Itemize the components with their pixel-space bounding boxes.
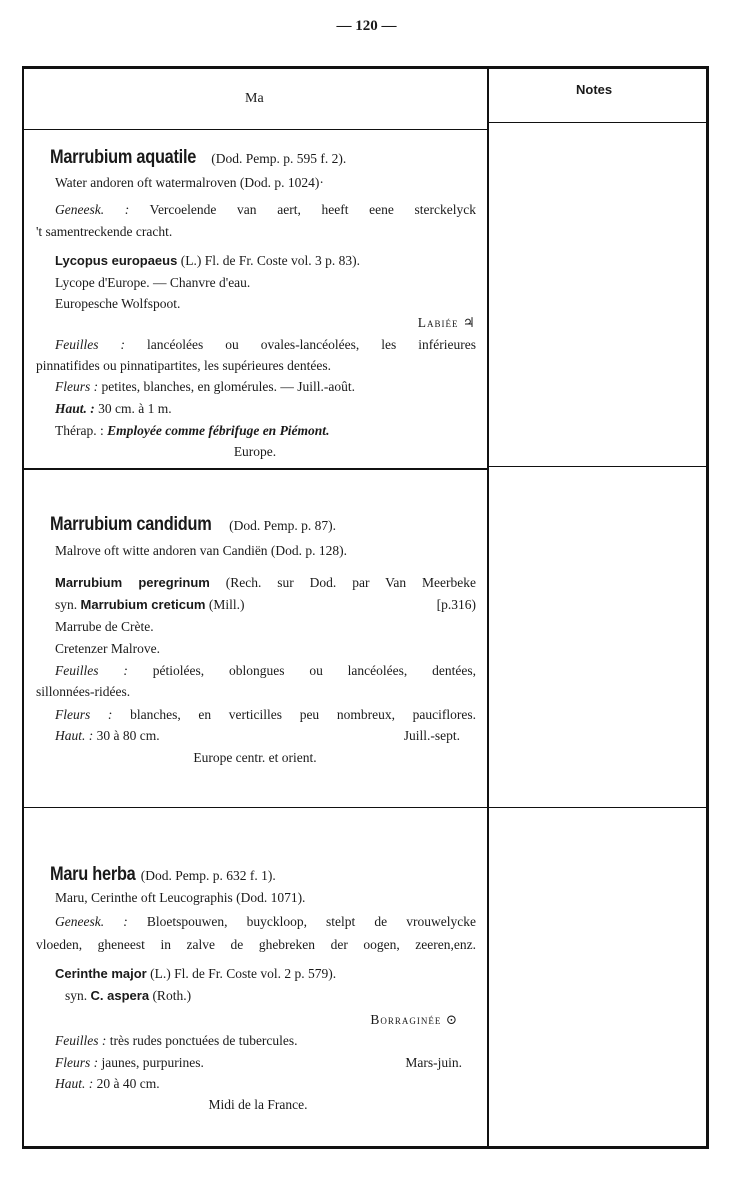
text-line: [55, 706, 476, 724]
entry-title: Marrubium candidum: [50, 514, 212, 535]
text-line: [360, 727, 460, 745]
text-run: [p.316): [436, 597, 476, 612]
text-line: [50, 516, 336, 535]
entry-title: Maru herba: [50, 864, 136, 885]
text-run: Borraginée ⊙: [370, 1012, 458, 1027]
text-line: [55, 422, 329, 440]
text-run: 30 cm. à 1 m.: [94, 401, 172, 416]
text-run: Malrove oft witte andoren van Candiën (Dod. p. 128).: [55, 543, 348, 558]
text-line: [55, 640, 160, 658]
text-run: Employée comme fébrifuge en Piémont.: [107, 423, 330, 438]
text-line: [360, 1054, 462, 1072]
text-line: [36, 223, 172, 241]
text-run: vloeden, gheneest in zalve de ghebreken der oogen, zeeren,enz.: [36, 937, 476, 952]
text-run: Fleurs :: [55, 1055, 99, 1070]
text-line: [55, 965, 336, 983]
section-rule-left-1: [22, 468, 488, 470]
table-right-border: [706, 66, 709, 1149]
text-line: [65, 987, 191, 1005]
species-name: Cerinthe major: [55, 966, 147, 981]
text-run: Geneesk. :: [55, 202, 130, 217]
text-line: [150, 749, 360, 767]
section-rule-right-1: [489, 466, 707, 467]
species-name: Lycopus europaeus: [55, 253, 178, 268]
text-run: syn.: [55, 597, 81, 612]
text-run: Lycope d'Europe. — Chanvre d'eau.: [55, 275, 251, 290]
text-line: [55, 574, 476, 592]
text-line: [150, 443, 360, 461]
text-run: Midi de la France.: [208, 1097, 308, 1112]
text-line: [55, 274, 250, 292]
text-line: [50, 149, 346, 168]
table-left-border: [22, 66, 24, 1149]
text-line: [55, 295, 180, 313]
text-run: Fleurs :: [55, 379, 99, 394]
text-run: (Mill.): [205, 597, 245, 612]
text-run: sillonnées-ridées.: [36, 684, 131, 699]
text-run: pétiolées, oblongues ou lancéolées, dentées,: [127, 663, 476, 678]
header-rule-right: [489, 122, 707, 123]
text-run: (Dod. Pemp. p. 632 f. 1).: [137, 868, 276, 883]
text-line: [300, 1011, 458, 1029]
text-run: (Rech. sur Dod. par Van Meerbeke: [209, 575, 476, 590]
text-line: [36, 936, 476, 954]
text-run: Feuilles :: [55, 663, 128, 678]
text-run: Geneesk. :: [55, 914, 128, 929]
text-run: Water andoren oft watermalroven (Dod. p. 1024)·: [55, 175, 324, 190]
text-run: Feuilles :: [55, 1033, 107, 1048]
text-run: Europe centr. et orient.: [193, 750, 317, 765]
text-line: [150, 1096, 366, 1114]
text-run: Haut. :: [55, 728, 94, 743]
text-run: syn.: [65, 988, 91, 1003]
text-run: petites, blanches, en glomérules. — Juill.-août.: [98, 379, 355, 394]
text-run: (Roth.): [149, 988, 192, 1003]
text-run: lancéolées ou ovales-lancéolées, les inférieures: [124, 337, 476, 352]
text-run: (L.) Fl. de Fr. Coste vol. 3 p. 83).: [177, 253, 360, 268]
text-line: [55, 378, 355, 396]
text-run: Mars-juin.: [405, 1055, 462, 1070]
species-name: Marrubium peregrinum: [55, 575, 210, 590]
text-run: jaunes, purpurines.: [98, 1055, 204, 1070]
text-line: [380, 596, 476, 614]
text-line: [55, 201, 476, 219]
header-rule-left: [22, 129, 488, 130]
text-run: Fleurs :: [55, 707, 113, 722]
text-run: Thérap. :: [55, 423, 108, 438]
text-run: Bloetspouwen, buyckloop, stelpt de vrouwelycke: [127, 914, 477, 929]
text-run: Labiée ♃: [417, 315, 476, 330]
text-run: Feuilles :: [55, 337, 125, 352]
text-run: 20 à 40 cm.: [93, 1076, 160, 1091]
section-rule-right-2: [489, 807, 707, 808]
text-line: [36, 357, 476, 375]
text-run: Maru, Cerinthe oft Leucographis (Dod. 1071).: [55, 890, 306, 905]
table-bottom-border: [22, 1146, 709, 1149]
text-line: [55, 174, 324, 192]
text-run: Juill.-sept.: [403, 728, 460, 743]
text-line: [55, 252, 360, 270]
species-name: C. aspera: [90, 988, 150, 1003]
page-number: — 120 —: [336, 18, 397, 34]
table-top-border: [22, 66, 709, 69]
text-run: Cretenzer Malrove.: [55, 641, 160, 656]
text-run: très rudes ponctuées de tubercules.: [106, 1033, 298, 1048]
text-run: Haut. :: [55, 401, 95, 416]
text-line: [55, 913, 476, 931]
text-run: Vercoelende van aert, heeft eene sterckelyck: [129, 202, 476, 217]
text-line: [55, 1075, 160, 1093]
text-line: [55, 596, 245, 614]
text-run: (Dod. Pemp. p. 87).: [225, 518, 337, 533]
column-divider: [487, 66, 489, 1149]
text-line: [55, 727, 160, 745]
text-line: [55, 1054, 204, 1072]
text-run: blanches, en verticilles peu nombreux, pauciflores.: [112, 707, 476, 722]
text-run: Marrube de Crète.: [55, 619, 154, 634]
entry-title: Marrubium aquatile: [50, 147, 197, 168]
text-run: (Dod. Pemp. p. 595 f. 2).: [207, 151, 347, 166]
text-line: [55, 542, 347, 560]
text-line: [55, 889, 305, 907]
text-line: [55, 400, 172, 418]
text-line: [300, 314, 476, 332]
text-line: [36, 683, 130, 701]
text-run: Haut. :: [55, 1076, 94, 1091]
text-run: Europesche Wolfspoot.: [55, 296, 181, 311]
text-run: 't samentreckende cracht.: [36, 224, 173, 239]
text-line: [50, 866, 276, 885]
text-run: (L.) Fl. de Fr. Coste vol. 2 p. 579).: [146, 966, 337, 981]
section-rule-left-2: [22, 807, 488, 808]
text-line: [55, 662, 476, 680]
text-run: pinnatifides ou pinnatipartites, les supérieures dentées.: [36, 358, 332, 373]
text-run: Europe.: [233, 444, 277, 459]
text-run: 30 à 80 cm.: [93, 728, 160, 743]
header-left-label: Ma: [245, 91, 264, 106]
text-line: [55, 1032, 298, 1050]
species-name: Marrubium creticum: [80, 597, 206, 612]
text-line: [55, 336, 476, 354]
text-line: [55, 618, 154, 636]
header-notes-label: Notes: [576, 82, 613, 97]
